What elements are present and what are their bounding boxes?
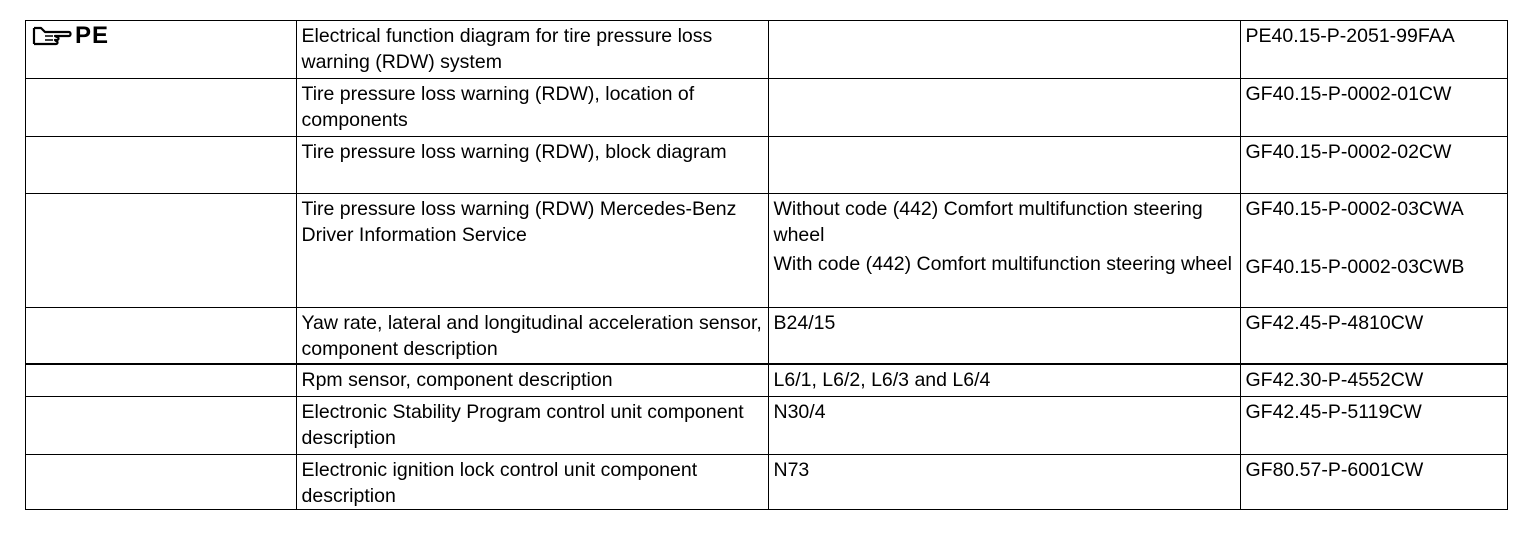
row-title: Tire pressure loss warning (RDW), location of components (296, 78, 768, 136)
row-title: Tire pressure loss warning (RDW) Mercedes-Benz Driver Information Service (296, 193, 768, 307)
pe-marker-text: PE (75, 22, 110, 49)
condition-line: With code (442) Comfort multifunction steering wheel (773, 252, 1232, 275)
row-title: Yaw rate, lateral and longitudinal acceleration sensor, component description (296, 307, 768, 364)
row-title: Rpm sensor, component description (296, 364, 768, 396)
row-code[interactable]: PE40.15-P-2051-99FAA (1240, 21, 1507, 78)
row-condition (768, 78, 1240, 136)
row-title: Electronic ignition lock control unit component description (296, 454, 768, 509)
table-row (26, 364, 1507, 396)
row-code[interactable]: GF40.15-P-0002-01CW (1240, 78, 1507, 136)
pe-marker-cell (26, 21, 296, 78)
row-code (1240, 193, 1507, 307)
row-code[interactable]: GF42.30-P-4552CW (1240, 364, 1507, 396)
row-condition (768, 21, 1240, 78)
reference-table (26, 21, 1507, 509)
table-row (26, 136, 1507, 193)
code-line[interactable]: GF40.15-P-0002-03CWB (1245, 255, 1465, 278)
row-title: Electronic Stability Program control unit component description (296, 396, 768, 454)
row-condition (768, 193, 1240, 307)
row-condition: N73 (768, 454, 1240, 509)
condition-line: Without code (442) Comfort multifunction steering wheel (773, 197, 1203, 246)
row-code[interactable]: GF42.45-P-5119CW (1240, 396, 1507, 454)
row-condition: B24/15 (768, 307, 1240, 364)
row-title: Electrical function diagram for tire pressure loss warning (RDW) system (296, 21, 768, 78)
table-row (26, 307, 1507, 364)
row-condition (768, 136, 1240, 193)
row-condition: N30/4 (768, 396, 1240, 454)
row-condition: L6/1, L6/2, L6/3 and L6/4 (768, 364, 1240, 396)
row-title: Tire pressure loss warning (RDW), block diagram (296, 136, 768, 193)
table-row (26, 21, 1507, 78)
code-line[interactable]: GF40.15-P-0002-03CWA (1245, 197, 1464, 220)
table-row (26, 454, 1507, 509)
table-row (26, 78, 1507, 136)
table-row (26, 193, 1507, 307)
table-row (26, 396, 1507, 454)
pointing-hand-icon (31, 24, 73, 48)
reference-table-container (25, 20, 1508, 510)
row-code[interactable]: GF40.15-P-0002-02CW (1240, 136, 1507, 193)
row-code[interactable]: GF80.57-P-6001CW (1240, 454, 1507, 509)
row-code[interactable]: GF42.45-P-4810CW (1240, 307, 1507, 364)
